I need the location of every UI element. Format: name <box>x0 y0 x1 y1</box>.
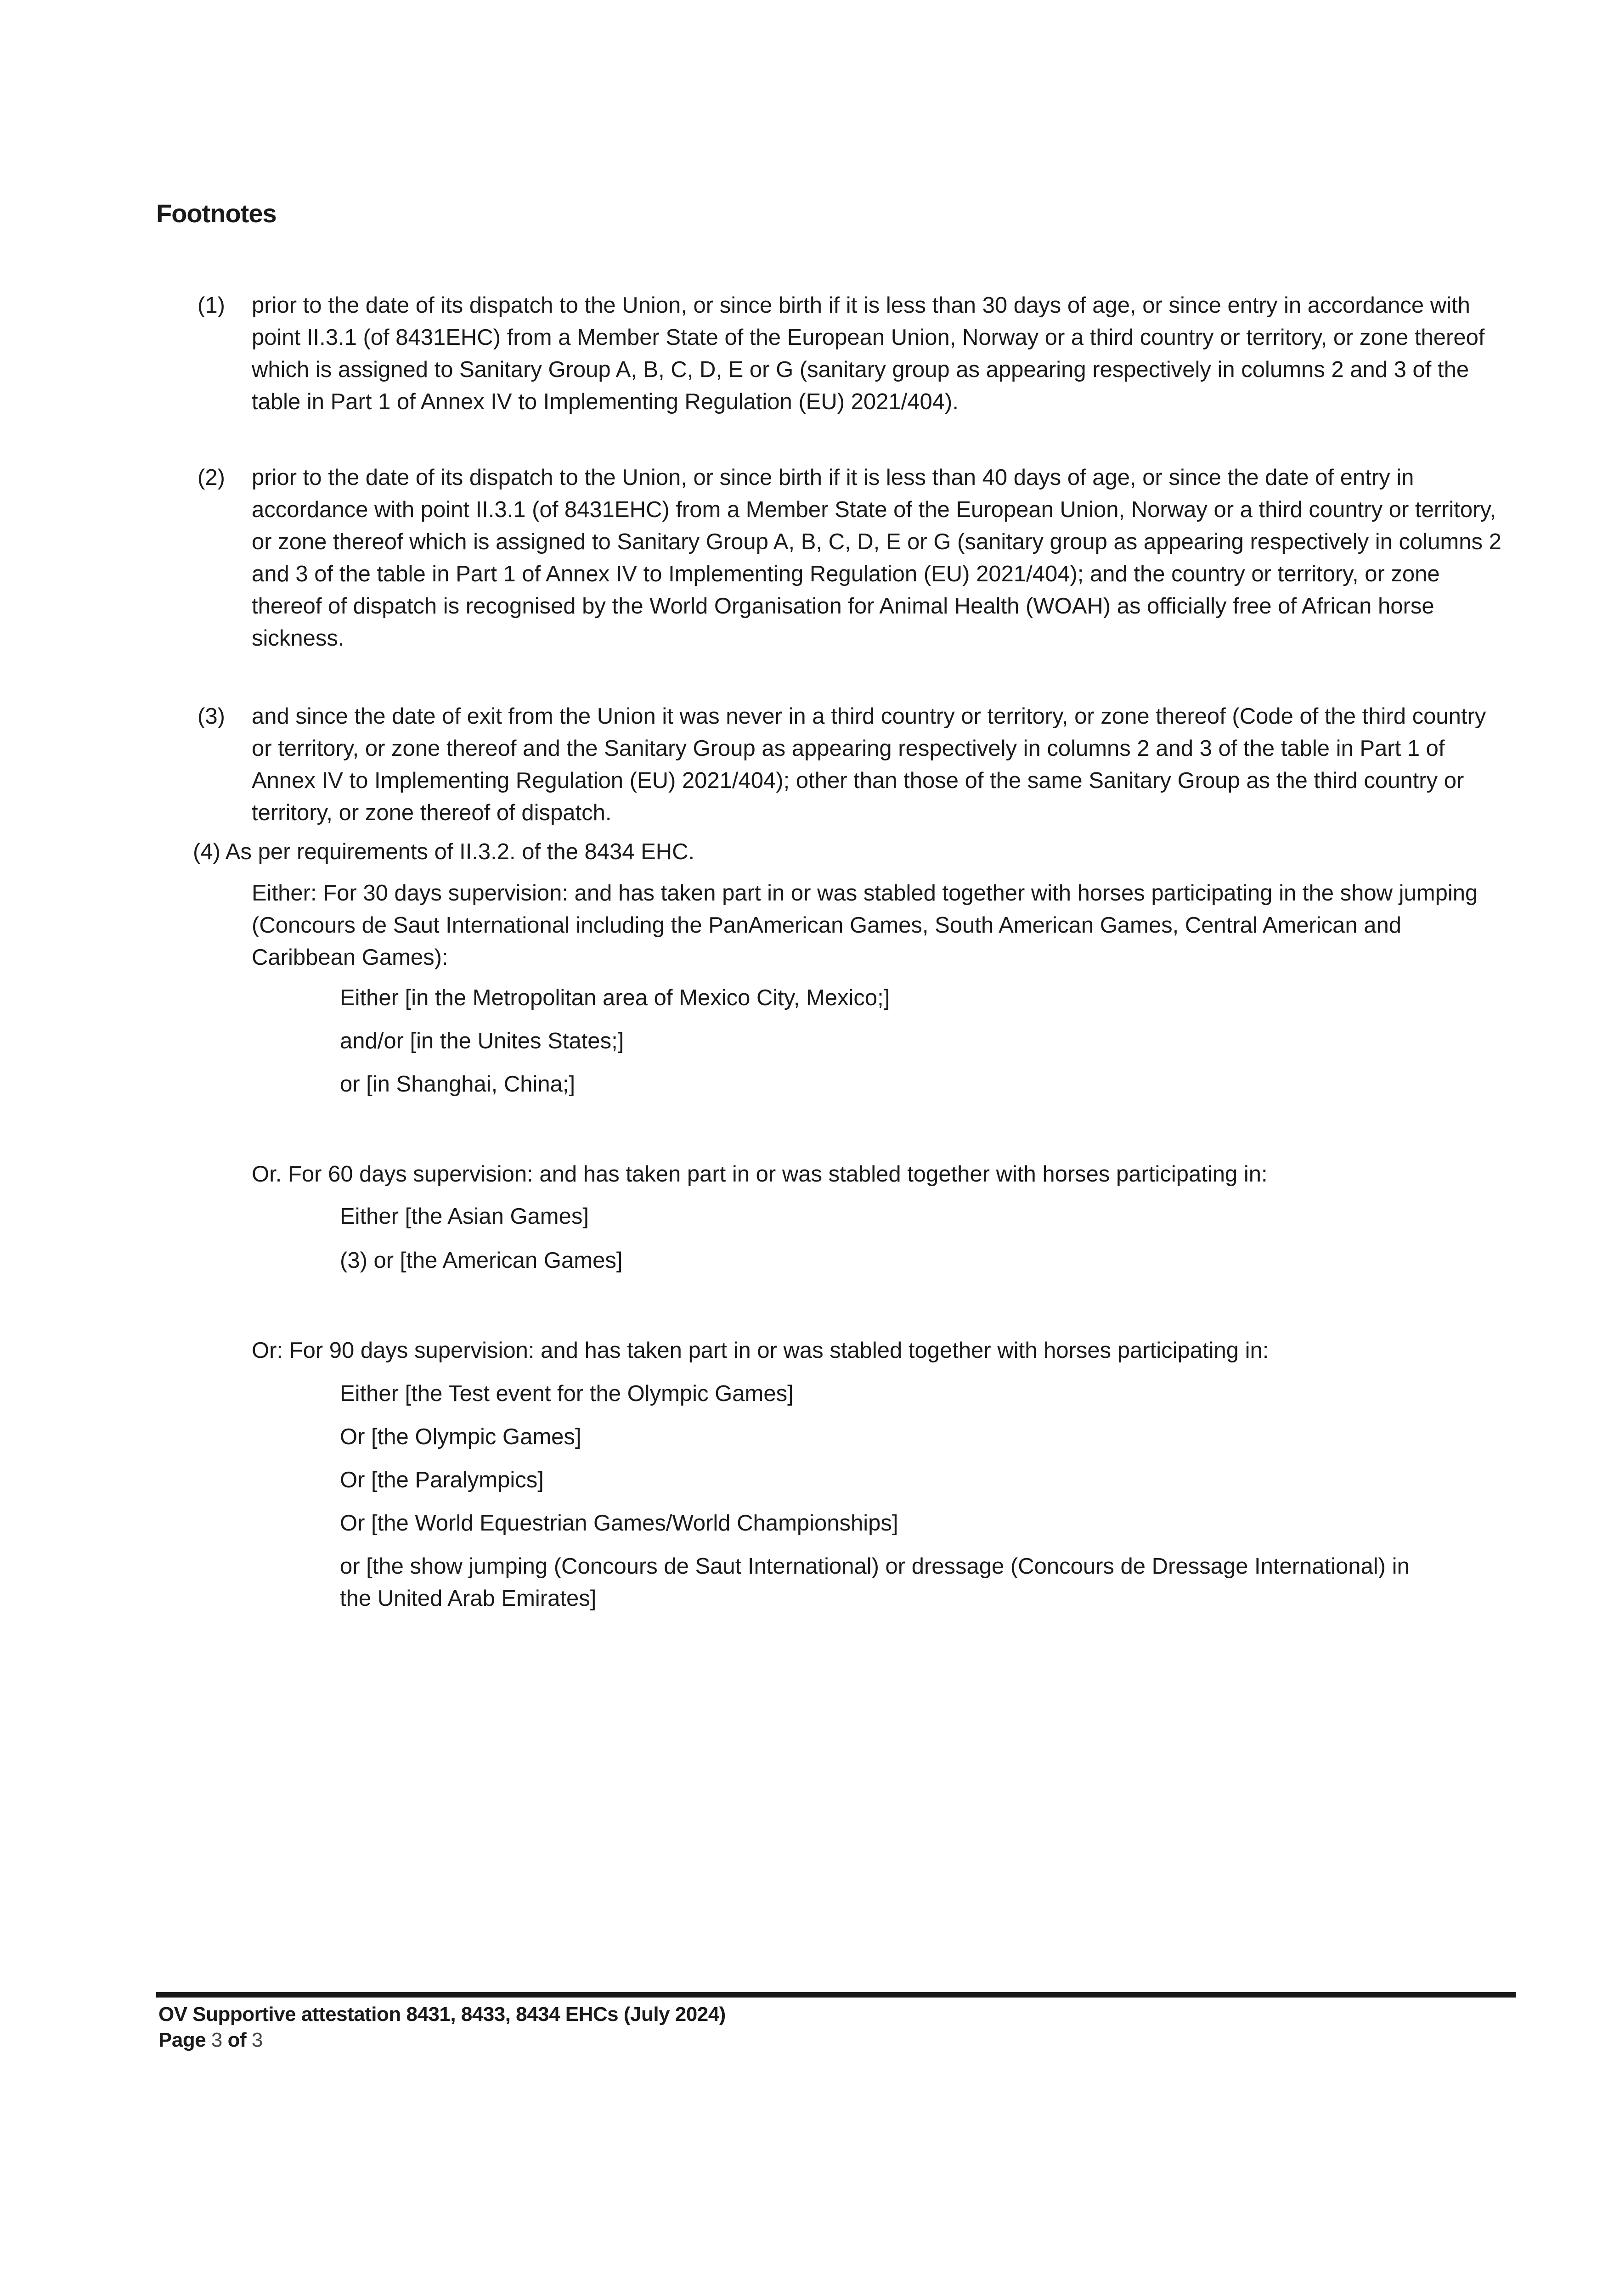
list-item: and/or [in the Unites States;] <box>340 1029 624 1053</box>
list-item: Or [the Paralympics] <box>340 1468 544 1492</box>
of-label: of <box>227 2029 247 2051</box>
footnote-number: (2) <box>198 465 225 490</box>
footnote-text: prior to the date of its dispatch to the Union, or since birth if it is less than 30 days of age, or since entry in accordance with point II.3.1 (of 8431EHC) from a Member State of the European Union, Norway or a third country or territory, or zone thereof which is assigned to Sanitary Group A, B, C, D, E or G (sanitary group as appearing respectively in columns 2 and 3 of the table in Part 1 of Annex IV to Implementing Regulation (EU) 2021/404). <box>252 293 1485 414</box>
footnote-number: (3) <box>198 704 225 729</box>
footnotes-heading: Footnotes <box>156 199 277 228</box>
supervision-30-days-intro: Either: For 30 days supervision: and has taken part in or was stabled together with horses participating in the show jumping (Concours de Saut International including the PanAmerican Games, South American Games, Central American and Caribbean Games): <box>252 881 1478 970</box>
list-item: Either [the Asian Games] <box>340 1204 589 1229</box>
footnote-text: and since the date of exit from the Union it was never in a third country or territory, or zone thereof (Code of the third country or territory, or zone thereof and the Sanitary Group as appearing respectively in columns 2 and 3 of the table in Part 1 of Annex IV to Implementing Regulation (EU) 2021/404); other than those of the same Sanitary Group as the third country or territory, or zone thereof of dispatch. <box>252 704 1486 825</box>
list-item: or [in Shanghai, China;] <box>340 1072 576 1097</box>
footnote-text: prior to the date of its dispatch to the Union, or since birth if it is less than 40 days of age, or since the date of entry in accordance with point II.3.1 (of 8431EHC) from a Member State of the European Union, Norway or a third country or territory, or zone thereof which is assigned to Sanitary Group A, B, C, D, E or G (sanitary group as appearing respectively in columns 2 and 3 of the table in Part 1 of Annex IV to Implementing Regulation (EU) 2021/404); and the country or territory, or zone thereof of dispatch is recognised by the World Organisation for Animal Health (WOAH) as officially free of African horse sickness. <box>252 465 1501 651</box>
footnote-number: (1) <box>198 293 225 318</box>
page-label: Page <box>158 2029 206 2051</box>
list-item: Or [the Olympic Games] <box>340 1424 581 1449</box>
list-item: (3) or [the American Games] <box>340 1248 623 1273</box>
footer-divider <box>156 1992 1516 1998</box>
list-item: Either [in the Metropolitan area of Mexico City, Mexico;] <box>340 985 890 1010</box>
footnote-2 <box>198 461 1511 654</box>
footer-page-number <box>158 2029 263 2052</box>
footnote-4-title: (4) As per requirements of II.3.2. of the 8434 EHC. <box>193 839 695 864</box>
page-current: 3 <box>211 2029 222 2051</box>
list-item: or [the show jumping (Concours de Saut International) or dressage (Concours de Dressage International) in the United Arab Emirates] <box>340 1554 1410 1611</box>
list-item: Either [the Test event for the Olympic Games] <box>340 1381 794 1406</box>
supervision-60-days-intro: Or. For 60 days supervision: and has taken part in or was stabled together with horses participating in: <box>252 1162 1268 1187</box>
supervision-90-days-intro: Or: For 90 days supervision: and has taken part in or was stabled together with horses participating in: <box>252 1338 1269 1363</box>
footer-document-title: OV Supportive attestation 8431, 8433, 8434 EHCs (July 2024) <box>158 2003 726 2026</box>
footnote-1 <box>198 289 1511 418</box>
footnote-3 <box>198 700 1511 829</box>
list-item: Or [the World Equestrian Games/World Championships] <box>340 1511 898 1536</box>
page-total: 3 <box>251 2029 263 2051</box>
